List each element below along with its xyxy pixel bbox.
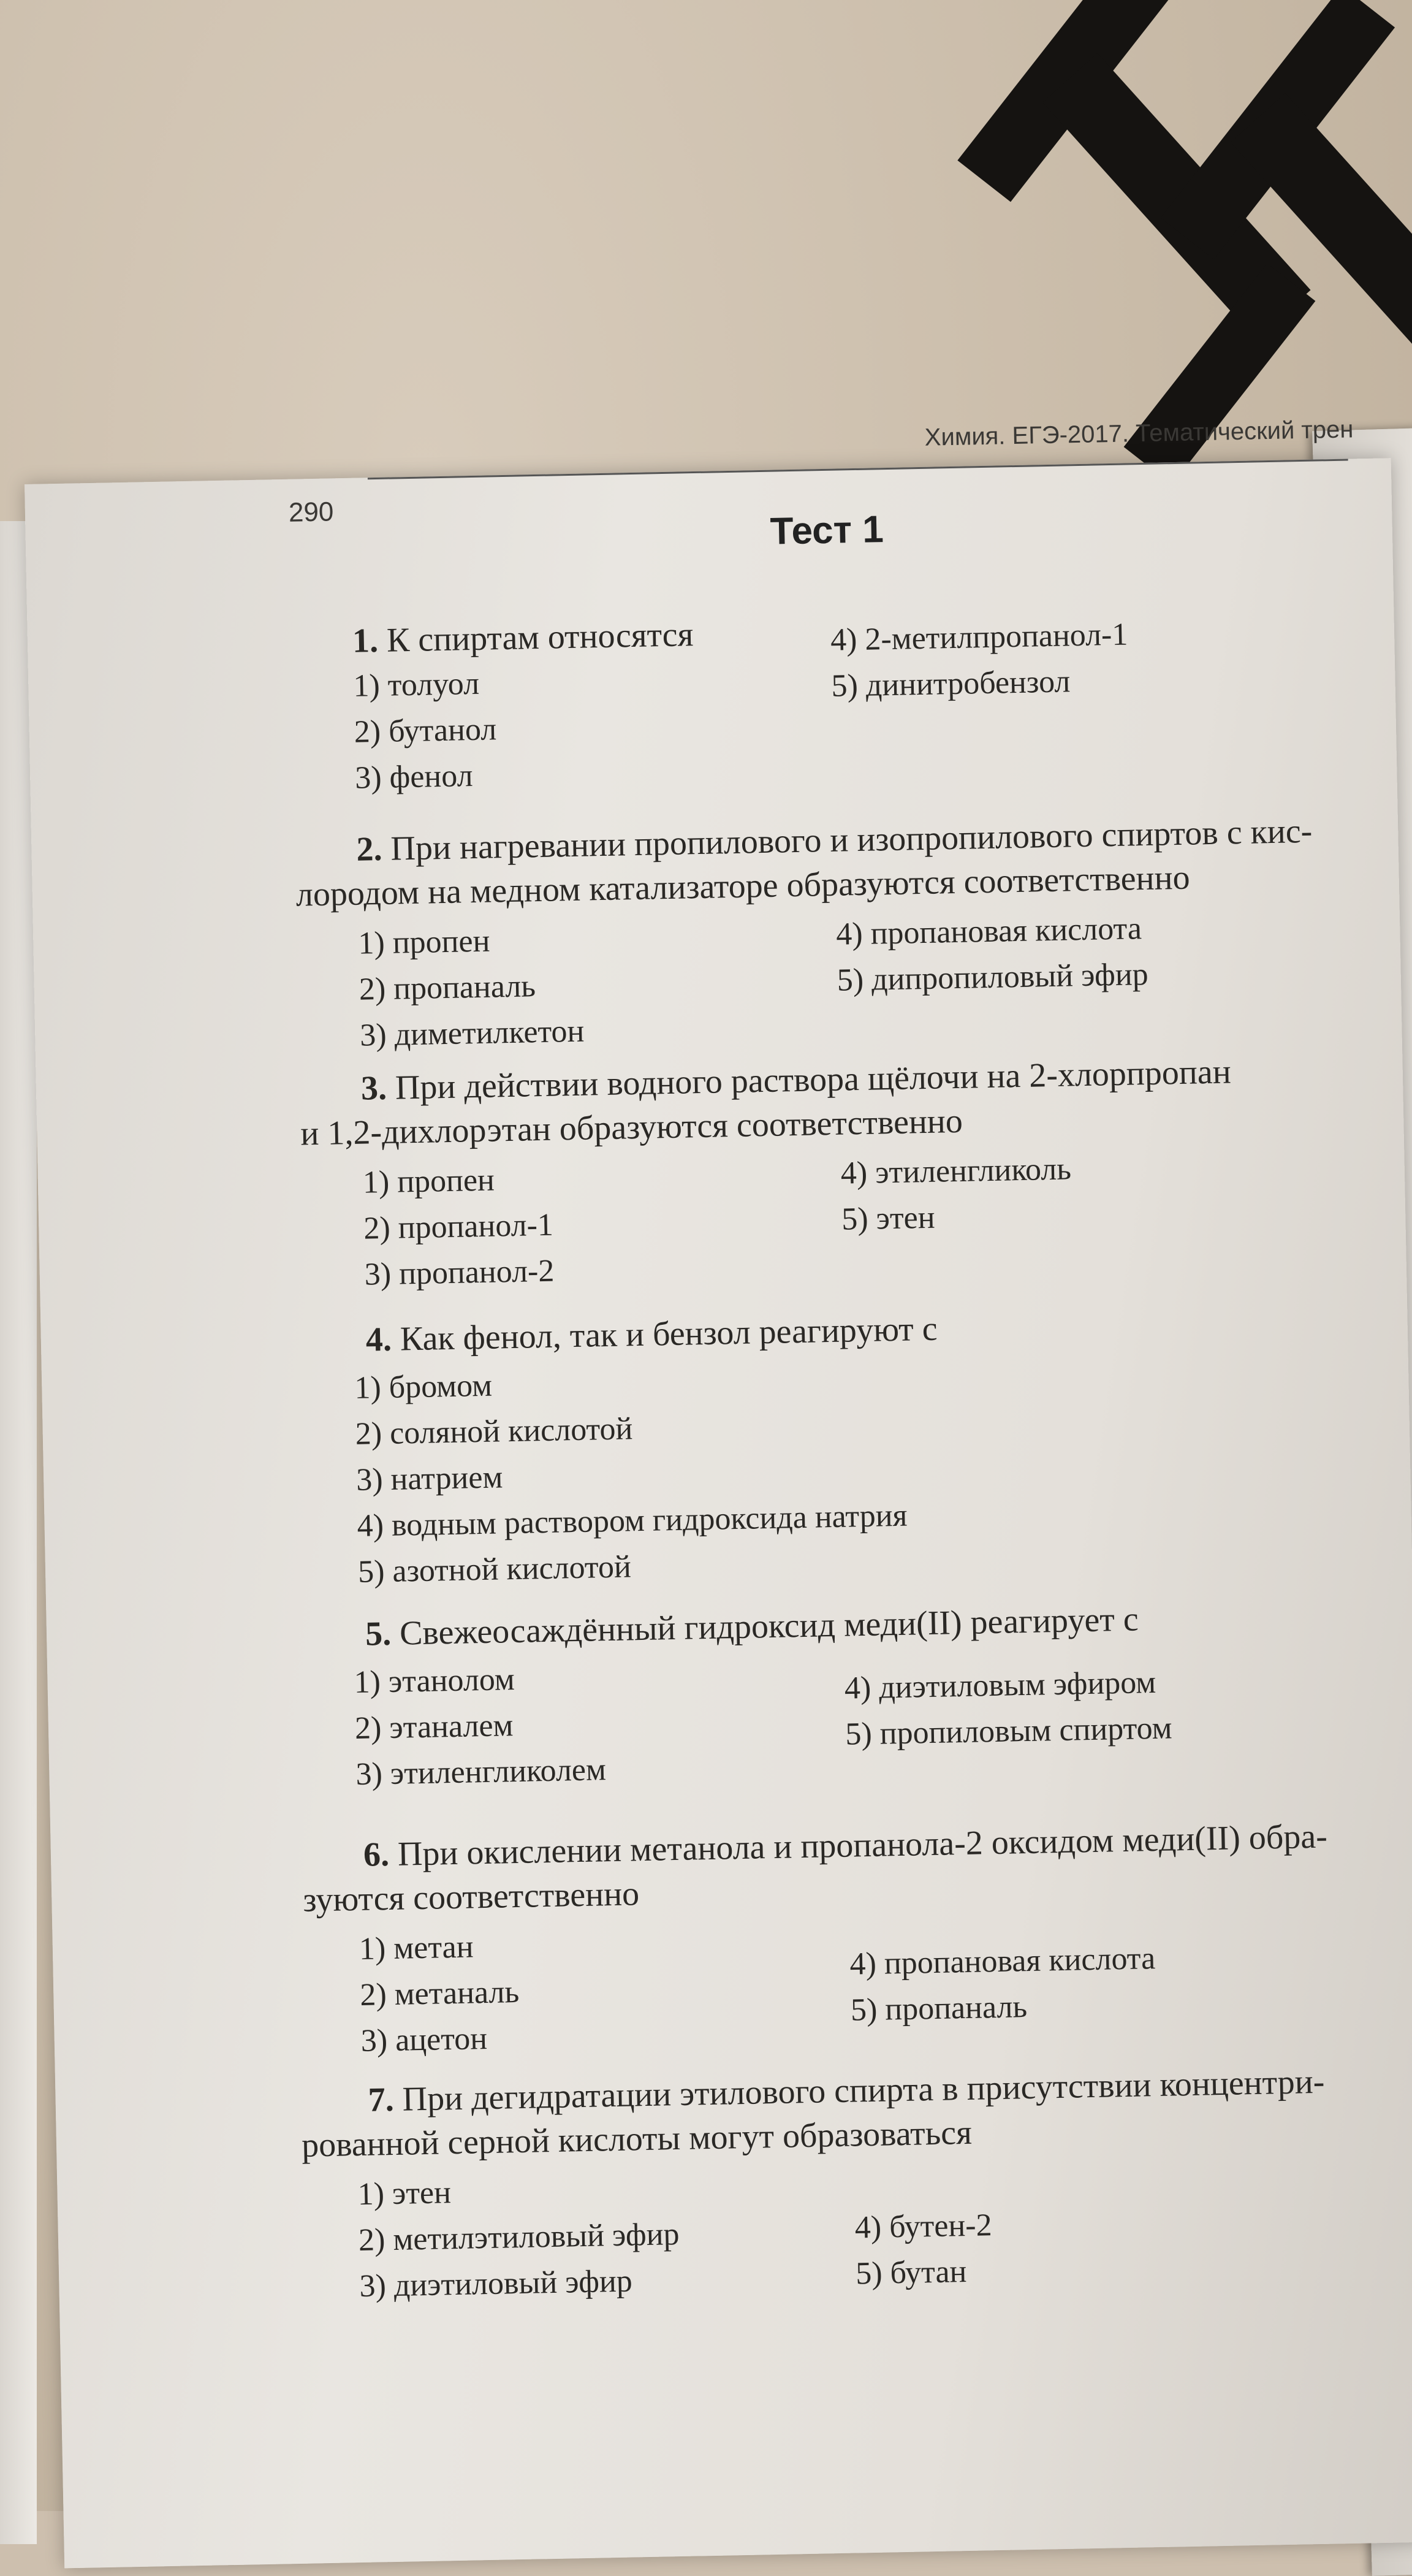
answer-option: 3) ацетон [360, 2021, 488, 2059]
answer-option: 1) этанолом [354, 1662, 515, 1701]
answer-option: 2) пропаналь [359, 969, 536, 1007]
question-line: При нагревании пропилового и изопропилового спиртов с кис- [390, 812, 1313, 868]
answer-option: 3) пропанол-2 [364, 1253, 555, 1292]
answer-option: 2) соляной кислотой [355, 1411, 633, 1452]
page-number: 290 [288, 497, 334, 528]
answer-option: 4) бутен-2 [854, 2208, 993, 2246]
answer-option: 1) этен [357, 2175, 452, 2212]
answer-option: 1) метан [359, 1929, 474, 1967]
answer-option: 4) диэтиловым эфиром [844, 1664, 1156, 1706]
answer-option: 4) 2-метилпропанол-1 [830, 617, 1128, 658]
question-line: рованной серной кислоты могут образоваться [301, 2113, 973, 2165]
black-zigzag-pattern [956, 0, 1412, 466]
answer-option: 2) метаналь [359, 1974, 520, 2013]
answer-option: 1) пропен [362, 1162, 495, 1200]
question-5 [47, 1592, 1412, 1793]
question-number: 1. [352, 621, 379, 660]
answer-option: 4) этиленгликоль [840, 1151, 1072, 1191]
question-line: При дегидратации этилового спирта в присутствии концентри- [402, 2062, 1325, 2119]
answer-option: 4) водным раствором гидроксида натрия [357, 1498, 908, 1544]
answer-option: 3) натрием [355, 1460, 503, 1498]
answer-option: 4) пропановая кислота [849, 1941, 1156, 1982]
answer-option: 5) динитробензол [831, 664, 1071, 704]
question-line: При окислении метанола и пропанола-2 оксидом меди(II) обра- [397, 1817, 1328, 1873]
question-line: К спиртам относятся [386, 615, 694, 660]
question-number: 6. [363, 1835, 390, 1874]
answer-option: 5) бутан [855, 2254, 967, 2292]
answer-option: 3) фенол [354, 758, 473, 796]
answer-option: 3) диметилкетон [359, 1013, 585, 1053]
question-2 [31, 807, 1398, 1053]
answer-option: 5) азотной кислотой [357, 1549, 632, 1590]
answer-option: 1) пропен [357, 923, 490, 961]
answer-option: 5) дипропиловый эфир [837, 956, 1149, 998]
answer-option: 5) пропиловым спиртом [845, 1710, 1172, 1752]
running-head: Химия. ЕГЭ-2017. Тематический трен [924, 416, 1354, 451]
question-line: Свежеосаждённый гидроксид меди(II) реагирует с [399, 1600, 1139, 1653]
question-line: Как фенол, так и бензол реагируют с [400, 1309, 938, 1358]
question-number: 5. [365, 1614, 392, 1653]
question-3 [36, 1046, 1402, 1292]
question-1 [27, 599, 1394, 796]
answer-option: 4) пропановая кислота [835, 911, 1142, 952]
question-line: При действии водного раствора щёлочи на 2-хлорпропан [395, 1053, 1232, 1107]
question-text [363, 1815, 1327, 1877]
question-line: и 1,2-дихлорэтан образуются соответственно [300, 1102, 963, 1153]
question-7 [55, 2058, 1412, 2304]
question-line: зуются соответственно [302, 1875, 640, 1919]
question-number: 3. [360, 1069, 387, 1108]
question-number: 4. [365, 1320, 392, 1359]
answer-option: 5) этен [841, 1200, 936, 1237]
answer-option: 2) этаналем [354, 1708, 514, 1747]
question-4 [40, 1298, 1407, 1590]
question-line: лородом на медном катализаторе образуются соответственно [295, 858, 1191, 914]
question-text [365, 1307, 938, 1362]
question-text [365, 1597, 1139, 1656]
question-number: 2. [355, 829, 383, 869]
answer-option: 1) бромом [354, 1368, 493, 1406]
question-number: 7. [368, 2080, 395, 2119]
book-page [25, 416, 1412, 2568]
question-6 [50, 1813, 1412, 2059]
question-text [352, 612, 694, 663]
answer-option: 3) диэтиловый эфир [359, 2263, 633, 2304]
answer-option: 3) этиленгликолем [355, 1752, 607, 1793]
test-title: Тест 1 [770, 508, 884, 553]
answer-option: 5) пропаналь [850, 1989, 1028, 2028]
answer-option: 2) пропанол-1 [363, 1207, 554, 1246]
answer-option: 1) толуол [352, 666, 480, 704]
answer-option: 2) метилэтиловый эфир [358, 2217, 680, 2258]
answer-option: 2) бутанол [354, 712, 497, 750]
question-text [360, 1050, 1231, 1110]
